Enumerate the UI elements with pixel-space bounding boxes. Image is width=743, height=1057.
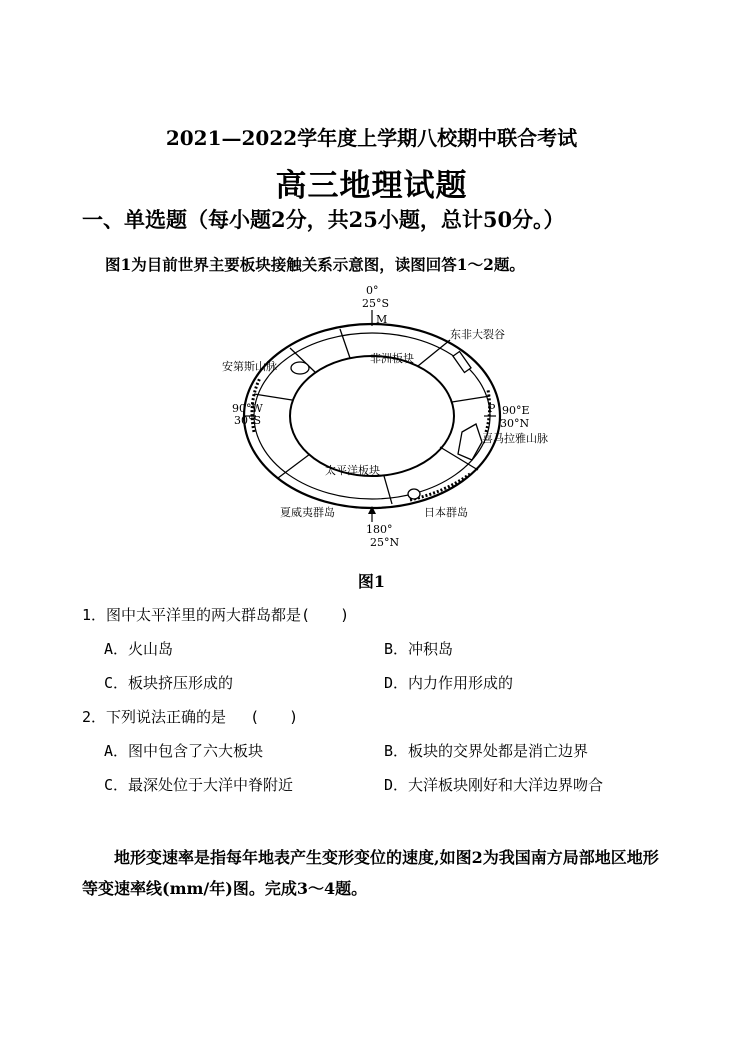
inner-ring <box>290 356 454 476</box>
question-1-option-d: D．内力作用形成的 <box>384 674 514 692</box>
label-himalaya: 喜马拉雅山脉 <box>482 432 548 445</box>
question-2-option-c: C．最深处位于大洋中脊附近 <box>104 776 294 794</box>
plate-boundary <box>254 394 292 400</box>
andes-block <box>291 362 309 374</box>
question-2-option-a: A．图中包含了六大板块 <box>104 742 264 760</box>
question-1-stem: 1．图中太平洋里的两大群岛都是( ) <box>82 606 350 624</box>
figure-intro: 图1为目前世界主要板块接触关系示意图，读图回答1～2题。 <box>105 255 525 274</box>
question-1-option-c: C．板块挤压形成的 <box>104 674 234 692</box>
label-rift: 东非大裂谷 <box>450 328 505 341</box>
label-pacific: 太平洋板块 <box>325 464 380 477</box>
figure-caption: 图1 <box>357 572 386 591</box>
exam-title: 2021—2022学年度上学期八校期中联合考试 <box>165 126 578 150</box>
plate-boundary <box>340 329 350 358</box>
plate-boundary <box>452 396 490 402</box>
plate-boundary <box>384 476 392 504</box>
label-andes: 安第斯山脉 <box>222 360 277 373</box>
plate-boundary <box>278 454 310 478</box>
label-right-lat: 30°N <box>500 417 530 430</box>
question-2-option-d: D．大洋板块刚好和大洋边界吻合 <box>384 776 604 794</box>
label-left-lat: 30°S <box>234 414 262 427</box>
label-p: P <box>488 402 496 415</box>
label-top-lat: 25°S <box>362 297 390 310</box>
label-bottom-lon: 180° <box>366 523 393 536</box>
japan-block <box>408 489 420 499</box>
question-2-stem: 2．下列说法正确的是 ( ) <box>82 708 299 726</box>
label-hawaii: 夏威夷群岛 <box>280 506 335 519</box>
plate-boundary <box>418 340 450 366</box>
label-bottom-lat: 25°N <box>370 536 400 549</box>
context-paragraph: 地形变速率是指每年地表产生变形变位的速度,如图2为我国南方局部地区地形等变速率线(mm/年)图。完成3～4题。 <box>82 848 659 898</box>
label-africa: 非洲板块 <box>370 352 414 365</box>
question-1-option-b: B．冲积岛 <box>384 640 454 658</box>
plate-diagram <box>200 282 548 552</box>
subject-title: 高三地理试题 <box>275 168 468 204</box>
himalaya-block <box>458 424 482 460</box>
label-right-lon: 90°E <box>502 404 530 417</box>
question-1-option-a: A．火山岛 <box>104 640 174 658</box>
section-heading: 一、单选题（每小题2分，共25小题，总计50分。） <box>82 207 565 232</box>
label-japan: 日本群岛 <box>424 506 468 519</box>
question-2-option-b: B．板块的交界处都是消亡边界 <box>384 742 589 760</box>
label-top-lon: 0° <box>366 284 379 297</box>
label-left-lon: 90°W <box>232 402 263 415</box>
label-m: M <box>376 313 388 326</box>
